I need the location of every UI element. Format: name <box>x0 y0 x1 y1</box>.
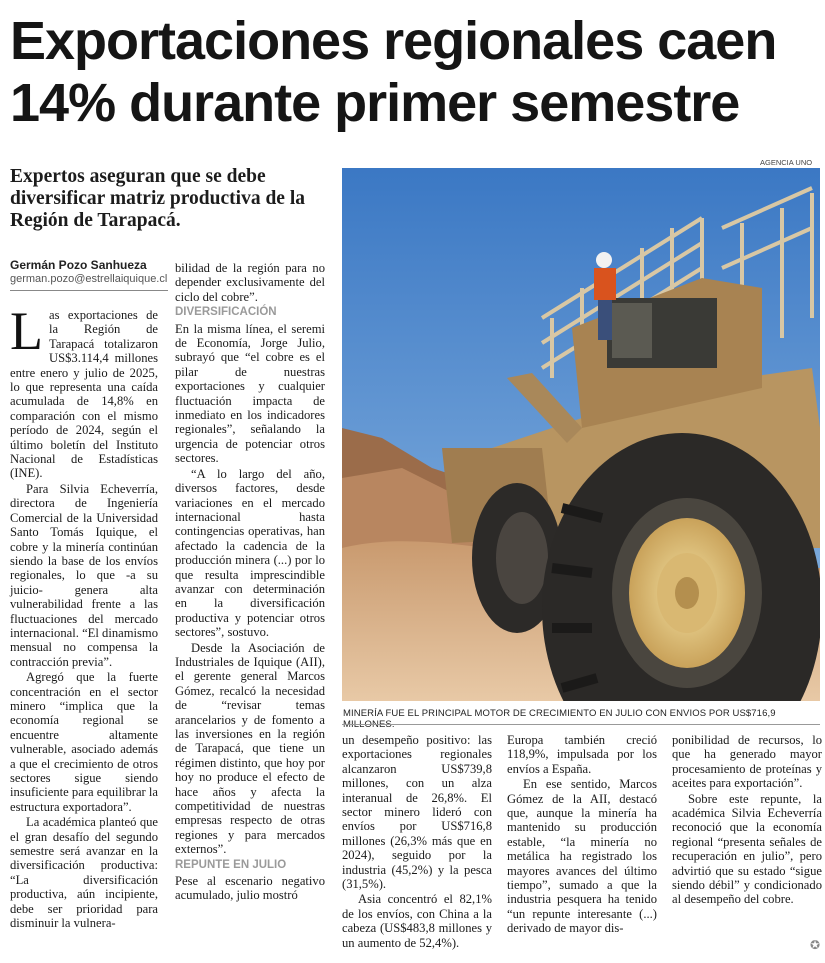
paragraph: Desde la Asociación de Industriales de Iquique (AII), el gerente general Marcos Gómez, recalcó la necesidad de “revisar temas arancelarios y de fomento a las inversiones en la región de Tarapacá, que tiene un régimen distinto, que hoy por hoy no produce el efecto de hace años y afecta la competitividad de nuestras empresas respecto de otras regiones y para mercados externos”. <box>175 640 325 857</box>
byline-author: Germán Pozo Sanhueza <box>10 258 147 272</box>
paragraph: Asia concentró el 82,1% de los envíos, con China a la cabeza (US$483,8 millones y un aumento de 52,4%). <box>342 892 492 950</box>
drop-cap: L <box>10 301 43 361</box>
paragraph: ponibilidad de recursos, lo que ha generado mayor procesamiento de proteínas y aceites para exportación”. <box>672 733 822 791</box>
paragraph: La académica planteó que el gran desafío del segundo semestre será avanzar en la diversificación productiva: “La diversificación productiva, aún incipiente, debe ser prioridad para disminuir la vulnera- <box>10 815 158 931</box>
byline-divider <box>10 290 168 291</box>
photo-caption: MINERÍA FUE EL PRINCIPAL MOTOR DE CRECIMIENTO EN JULIO CON ENVIOS POR US$716,9 MILLONES. <box>343 708 776 730</box>
section-heading: DIVERSIFICACIÓN <box>175 306 277 319</box>
section-heading: REPUNTE EN JULIO <box>175 858 287 871</box>
caption-divider <box>342 724 820 725</box>
headline: Exportaciones regionales caen 14% durante primer semestre <box>10 11 777 133</box>
article-column-1 <box>10 301 158 931</box>
paragraph: bilidad de la región para no depender exclusivamente del ciclo del cobre”. <box>175 261 325 304</box>
paragraph: Agregó que la fuerte concentración en el sector minero “implica que la economía regional se encuentre altamente vulnerable, asociado además a que el crecimiento de otros sectores sigue siendo insuficiente para equilibrar la estructura exportadora”. <box>10 670 158 814</box>
paragraph: Sobre este repunte, la académica Silvia Echeverría reconoció que la economía regional “presenta señales de recuperación en julio”, pero advirtió que su estado “sigue siendo débil” y condicionado al desempeño del cobre. <box>672 791 822 907</box>
paragraph: Pese al escenario negativo acumulado, julio mostró <box>175 874 325 903</box>
article-column-4 <box>507 733 657 936</box>
article-column-2 <box>175 261 325 903</box>
photo-illustration <box>342 168 820 701</box>
paragraph: Las exportaciones de la Región de Tarapacá totalizaron US$3.114,4 millones entre enero y julio de 2025, lo que representa una caída acumulada de 14,8% en comparación con el mismo período de 2024, según el último boletín del Instituto Nacional de Estadísticas (INE). <box>10 301 158 481</box>
subheadline: Expertos aseguran que se debe diversificar matriz productiva de la Región de Tarapacá. <box>10 166 305 231</box>
paragraph: Para Silvia Echeverría, directora de Ingeniería Comercial de la Universidad Santo Tomás Iquique, el cobre y la minería continúan siendo la base de los envíos regionales, lo que -a su juicio- genera alta vulnerabilidad frente a las fluctuaciones del mercado internacional. “El dinamismo mensual no compensa la contracción previa”. <box>10 481 158 669</box>
byline-email[interactable]: german.pozo@estrellaiquique.cl <box>10 273 168 285</box>
photo-credit: AGENCIA UNO <box>760 158 813 167</box>
paragraph: En ese sentido, Marcos Gómez de la AII, destacó que, aunque la minería ha mantenido su producción estable, “la minería no metálica ha registrado los mayores avances del último tiempo”, sumado a que la industria pesquera ha tenido “un repunte interesante (...) derivado de mayor dis- <box>507 777 657 936</box>
paragraph: “A lo largo del año, diversos factores, desde variaciones en el mercado internacional hasta contingencias operativas, han afectado la cadencia de la producción minera (...) por lo que resulta imprescindible avanzar con determinación en la diversificación productiva y potenciar otros sectores”, sostuvo. <box>175 466 325 640</box>
end-of-article-icon: ✪ <box>810 938 821 952</box>
paragraph: En la misma línea, el seremi de Economía, Jorge Julio, subrayó que “el cobre es el pilar de nuestras exportaciones y cualquier fluctuación impacta de inmediato en los indicadores regionales”, señalando la urgencia de potenciar otros sectores. <box>175 321 325 466</box>
article-column-5 <box>672 733 822 907</box>
paragraph: un desempeño positivo: las exportaciones regionales alcanzaron US$739,8 millones, con un alza interanual de 26,8%. El sector minero lideró con envíos por US$716,8 millones (26,3% más que en 2024), seguido por la industria (45,2%) y la pesca (31,5%). <box>342 733 492 892</box>
paragraph: Europa también creció 118,9%, impulsada por los envíos a España. <box>507 733 657 776</box>
article-column-3 <box>342 733 492 950</box>
mining-loader-photo <box>342 168 820 701</box>
